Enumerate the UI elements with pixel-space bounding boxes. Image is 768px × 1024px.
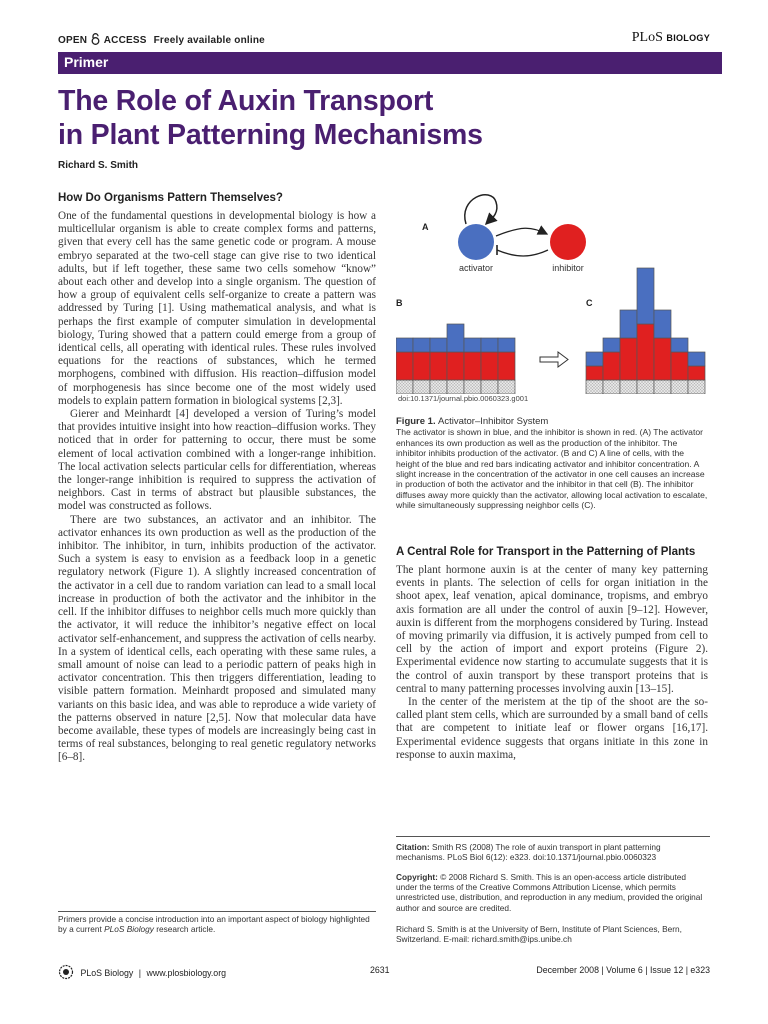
inhibitor-label: inhibitor bbox=[552, 263, 584, 273]
brand-biology: BIOLOGY bbox=[666, 33, 710, 43]
baseline-bar-cell-4 bbox=[637, 380, 654, 394]
open-access-banner bbox=[58, 33, 265, 48]
activator-bar-cell-5 bbox=[464, 338, 481, 352]
baseline-bar-cell-4 bbox=[447, 380, 464, 394]
baseline-bar-cell-3 bbox=[430, 380, 447, 394]
activator-bar-cell-3 bbox=[430, 338, 447, 352]
baseline-bar-cell-6 bbox=[481, 380, 498, 394]
figure-label: Figure 1. bbox=[396, 416, 436, 427]
section-bar bbox=[58, 52, 722, 74]
citation-block bbox=[396, 842, 708, 862]
freely-available-label: Freely available online bbox=[153, 35, 265, 46]
activator-node bbox=[458, 224, 494, 260]
panel-label-a: A bbox=[422, 222, 429, 232]
inhibitor-bar-cell-5 bbox=[654, 338, 671, 380]
page-footer bbox=[58, 964, 710, 980]
article-title bbox=[58, 84, 718, 152]
panel-label-c: C bbox=[586, 298, 593, 308]
activator-label: activator bbox=[458, 263, 494, 273]
activator-bar-cell-4 bbox=[637, 268, 654, 324]
activator-bar-cell-7 bbox=[688, 352, 705, 366]
inhibitor-bar-cell-1 bbox=[396, 352, 413, 380]
figure-title: Activator–Inhibitor System bbox=[437, 416, 549, 427]
figure-caption bbox=[396, 416, 708, 511]
inhibitor-bar-cell-5 bbox=[464, 352, 481, 380]
paragraph: Gierer and Meinhardt [4] developed a version of Turing’s model that provides intuitive insight into how reaction–diffusion works. They noticed that in order for patterning to occur, there must be some element of local activation combined with a longer-range inhibition. The local activation selects particular cells for differentiation, whereas the longer-range inhibition is required to suppress the activation of neighbors. Cast in terms of abstract but plausible substances, the model was constructed as follows. bbox=[58, 408, 376, 513]
primer-note bbox=[58, 914, 376, 934]
activator-bar-cell-2 bbox=[413, 338, 430, 352]
baseline-bar-cell-1 bbox=[396, 380, 413, 394]
journal-brand bbox=[632, 30, 710, 46]
body-column-right bbox=[396, 564, 708, 762]
baseline-bar-cell-1 bbox=[586, 380, 603, 394]
footer-journal-name: PLoS Biology bbox=[80, 968, 134, 978]
footer-separator: | bbox=[138, 968, 142, 978]
primer-note-text-end: research article. bbox=[153, 924, 216, 935]
paragraph: The plant hormone auxin is at the center of many key patterning events in plants. The selection of cells for organ initiation in the shoot apex, leaf venation, apical dominance, tropisms, and embryo axis formation are all under the control of auxin [9–12]. However, auxin is different from the morphogens considered by Turing. Instead of moving primarily via diffusion, it is actively pumped from cell to cell by the action of import and export proteins (Figure 2). Experimental evidence now starting to accumulate suggests that it is the control of auxin transport by these transport proteins that is central to many patterning processes involving auxin [13–15]. bbox=[396, 564, 708, 695]
activator-bar-cell-4 bbox=[447, 324, 464, 352]
inhibitor-bar-cell-6 bbox=[671, 352, 688, 380]
inhibitor-bar-cell-2 bbox=[413, 352, 430, 380]
activator-bar-cell-5 bbox=[654, 310, 671, 338]
inhibitor-bar-cell-6 bbox=[481, 352, 498, 380]
body-column-left bbox=[58, 210, 376, 765]
open-lock-icon bbox=[91, 33, 100, 48]
section-heading-transport: A Central Role for Transport in the Patterning of Plants bbox=[396, 546, 696, 558]
inhibitor-bar-cell-3 bbox=[430, 352, 447, 380]
activator-bar-cell-1 bbox=[396, 338, 413, 352]
figure-graphic bbox=[396, 184, 714, 394]
page-number: 2631 bbox=[370, 965, 390, 975]
inhibitor-bar-cell-4 bbox=[447, 352, 464, 380]
inhibitor-bar-cell-1 bbox=[586, 366, 603, 380]
title-line-2: in Plant Patterning Mechanisms bbox=[58, 119, 483, 151]
activator-bar-cell-6 bbox=[671, 338, 688, 352]
inhibition-line bbox=[497, 250, 548, 256]
inhibitor-bar-cell-7 bbox=[498, 352, 515, 380]
figure-caption-text: The activator is shown in blue, and the inhibitor is shown in red. (A) The activator enhances its own production as well as the production of the inhibitor. The inhibitor inhibits production of the activator. (B and C) A line of cells, with the height of the blue and red bars indicating activator and inhibitor concentration. A slight increase in the concentration of the activator in one cell causes an increase in production of both the activator and the inhibitor in that cell (B). The inhibitor diffuses away more quickly than the activator, allowing local activation to escalate, while simultaneously suppressing neighbor cells (C). bbox=[396, 427, 708, 511]
copyright-label: Copyright: bbox=[396, 872, 438, 882]
activation-arrow bbox=[496, 228, 547, 236]
primer-note-text: Primers provide a concise introduction into an important aspect of biology highlighted by a current bbox=[58, 914, 370, 935]
brand-plos: PLoS bbox=[631, 30, 663, 45]
activator-bar-cell-3 bbox=[620, 310, 637, 338]
figure-1 bbox=[396, 184, 714, 404]
footer-url-link[interactable]: www.plosbiology.org bbox=[146, 968, 227, 978]
baseline-bar-cell-3 bbox=[620, 380, 637, 394]
section-heading-organisms: How Do Organisms Pattern Themselves? bbox=[58, 192, 283, 204]
divider bbox=[396, 836, 710, 837]
baseline-bar-cell-6 bbox=[671, 380, 688, 394]
issue-info: December 2008 | Volume 6 | Issue 12 | e323 bbox=[536, 965, 710, 975]
baseline-bar-cell-5 bbox=[464, 380, 481, 394]
inhibitor-bar-cell-7 bbox=[688, 366, 705, 380]
open-label: OPEN bbox=[58, 35, 88, 46]
baseline-bar-cell-7 bbox=[498, 380, 515, 394]
citation-text: Smith RS (2008) The role of auxin transport in plant patterning mechanisms. PLoS Biol 6(12): e323. doi:10.1371/journal.pbio.0060323 bbox=[396, 842, 661, 863]
activator-bar-cell-1 bbox=[586, 352, 603, 366]
activator-bar-cell-6 bbox=[481, 338, 498, 352]
copyright-text: © 2008 Richard S. Smith. This is an open-access article distributed under the terms of the Creative Commons Attribution License, which permits unrestricted use, distribution, and reproduction in any medium, provided the original author and source are credited. bbox=[396, 872, 703, 913]
primer-note-journal: PLoS Biology bbox=[104, 924, 154, 935]
inhibitor-node bbox=[550, 224, 586, 260]
paragraph: In the center of the meristem at the tip of the shoot are the so-called plant stem cells, which are surrounded by a small band of cells that are competent to initiate leaf or flower organs [16,17]. Experimental evidence suggests that organs initiate in this zone in response to auxin maxima, bbox=[396, 696, 708, 761]
access-label: ACCESS bbox=[103, 35, 147, 46]
copyright-block bbox=[396, 872, 708, 913]
author-name: Richard S. Smith bbox=[58, 160, 139, 171]
inhibitor-bar-cell-3 bbox=[620, 338, 637, 380]
inhibitor-bar-cell-4 bbox=[637, 324, 654, 380]
figure-doi: doi:10.1371/journal.pbio.0060323.g001 bbox=[398, 394, 529, 403]
plos-logo-icon bbox=[58, 964, 74, 982]
masthead bbox=[58, 30, 710, 50]
bar-chart-b bbox=[396, 324, 515, 394]
panel-label-b: B bbox=[396, 298, 403, 308]
paragraph: One of the fundamental questions in developmental biology is how a multicellular organism is able to create complex forms and patterns, given that every cell has the same genetic code or program. A mouse embryo separated at the two-cell stage can give rise to two identical adults, but if left together, these same two cells somehow “know” about each other and develop into a single organism. The question of how a group of equivalent cells self-organize to create a pattern was addressed by Turing [1]. Using mathematical analysis, and what is perhaps the first example of computer simulation in developmental biology, Turing showed that a pattern could emerge from a group of identical cells, all operating with identical rules. These rules involved equations for the reactions of substances, which he termed morphogens, combined with diffusion. His reaction–diffusion model of morphogenesis has since become one of the most widely used models to explain pattern formation in biological systems [2,3]. bbox=[58, 210, 376, 407]
citation-label: Citation: bbox=[396, 842, 430, 852]
footer-journal bbox=[58, 964, 226, 982]
paragraph: There are two substances, an activator and an inhibitor. The activator enhances its own production as well as the production of the inhibitor. The inhibitor, in turn, inhibits production of the activator. Such a system is easy to envision as a feedback loop in a genetic regulatory network (Figure 1). A slightly increased concentration of the activator in a cell due to random variation can lead to a small local increase in production of both the activator and the inhibitor in the cell. If the inhibitor diffuses to neighbor cells much more quickly than the activator, it will reduce the inhibitor’s negative effect on local activator self-enhancement, and suppress the activation of cells nearby. In a system of identical cells, each operating with these same rules, a small amount of noise can lead to a periodic pattern of peaks high in activator concentration. This then triggers differentiation, leading to visible pattern formation. Meinhardt proposed and simulated many variants on this basic idea, and was able to reproduce a wide variety of the patterns observed in nature [2,5]. Now that molecular data have become available, these types of models are increasingly being cast in terms of real substances, belonging to real genetic regulatory networks [6–8]. bbox=[58, 513, 376, 764]
self-activation-arrow bbox=[465, 195, 497, 224]
activator-bar-cell-7 bbox=[498, 338, 515, 352]
author-affiliation: Richard S. Smith is at the University of Bern, Institute of Plant Sciences, Bern, Switzerland. E-mail: richard.smith@ips.unibe.ch bbox=[396, 924, 682, 945]
title-line-1: The Role of Auxin Transport bbox=[58, 85, 434, 117]
transition-arrow-icon bbox=[540, 352, 568, 367]
baseline-bar-cell-2 bbox=[413, 380, 430, 394]
inhibitor-bar-cell-2 bbox=[603, 352, 620, 380]
divider bbox=[58, 911, 376, 912]
baseline-bar-cell-5 bbox=[654, 380, 671, 394]
baseline-bar-cell-7 bbox=[688, 380, 705, 394]
bar-chart-c bbox=[586, 268, 705, 394]
activator-bar-cell-2 bbox=[603, 338, 620, 352]
baseline-bar-cell-2 bbox=[603, 380, 620, 394]
section-label: Primer bbox=[64, 54, 109, 70]
